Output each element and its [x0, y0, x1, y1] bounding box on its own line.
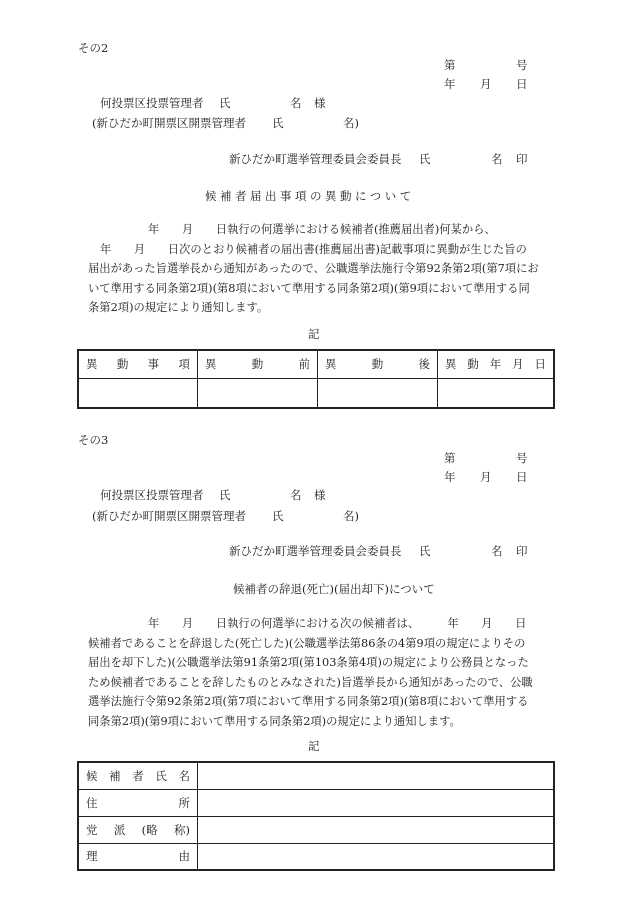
section2-addressee-shi: 氏: [219, 96, 231, 110]
cell-before-change[interactable]: [198, 378, 318, 408]
row-label-candidate-name: 候 補 者 氏 名: [78, 762, 198, 789]
section3-addressee-title: 何投票区投票管理者: [100, 488, 204, 502]
section3-date-day: 日: [516, 470, 528, 484]
section3-title: 候補者の辞退(死亡)(届出却下)について: [233, 582, 435, 596]
section3-label: その3: [78, 433, 109, 447]
table-row: [78, 789, 554, 816]
section3-doc-number-prefix: 第: [444, 451, 456, 465]
cell-candidate-name[interactable]: [198, 762, 555, 789]
section3-addressee-sama: 様: [314, 488, 326, 502]
row-label-party: 党 派 (略 称): [78, 816, 198, 843]
header-before-change: 異 動 前: [198, 350, 318, 378]
cell-party[interactable]: [198, 816, 555, 843]
cell-change-item[interactable]: [78, 378, 198, 408]
header-change-date: 異 動 年 月 日: [438, 350, 555, 378]
table-row: [78, 843, 554, 870]
table-header-row: [78, 350, 554, 378]
section2-sender-shi: 氏: [419, 152, 431, 166]
section2-body-line: 条第2項)の規定により通知します。: [88, 301, 269, 314]
section2-title: 候補者届出事項の異動について: [205, 189, 415, 203]
section2-addressee-sama: 様: [314, 96, 326, 110]
section3-body-line: 候補者であることを辞退した(死亡した)(公職選挙法第86条の4第9項の規定によりその: [88, 636, 526, 650]
section2-sender-seal: 印: [516, 152, 528, 166]
section2-change-table: [77, 349, 555, 409]
section3-sender-seal: 印: [516, 544, 528, 558]
section3-body-line: ため候補者であることを辞したものとみなされた)旨選挙長から通知があったので、公職: [88, 675, 533, 689]
section2-doc-number-suffix: 号: [516, 58, 528, 72]
section3-sender-shi: 氏: [419, 544, 431, 558]
cell-after-change[interactable]: [318, 378, 438, 408]
table-row: [78, 816, 554, 843]
header-change-item: 異 動 事 項: [78, 350, 198, 378]
cell-change-date[interactable]: [438, 378, 555, 408]
section2-addressee-sub-title: (新ひだか町開票区開票管理者: [92, 116, 246, 130]
section2-addressee-sub-shi: 氏: [272, 116, 284, 130]
section2-ki: 記: [308, 327, 320, 341]
section2-date-month: 月: [480, 77, 492, 91]
section2-addressee-sub-mei: 名): [343, 116, 359, 130]
section3-body-line: 年 月 日執行の何選挙における次の候補者は、 年 月 日: [148, 617, 527, 630]
header-after-change: 異 動 後: [318, 350, 438, 378]
section3-date-year: 年: [444, 470, 456, 484]
cell-address[interactable]: [198, 789, 555, 816]
section2-body-line: いて準用する同条第2項)(第8項において準用する同条第2項)(第9項において準用する同: [88, 281, 530, 295]
section2-addressee-title: 何投票区投票管理者: [100, 96, 204, 110]
section2-body-line: 年 月 日執行の何選挙における候補者(推薦届出者)何某から、: [148, 223, 496, 236]
section2-doc-number-prefix: 第: [444, 58, 456, 72]
section3-candidate-table: [77, 761, 555, 871]
section3-body: [88, 614, 550, 731]
section3-addressee-mei: 名: [290, 488, 302, 502]
section3-sender-mei: 名: [491, 544, 503, 558]
section3-addressee-sub-mei: 名): [343, 509, 359, 523]
section2-label: その2: [78, 41, 109, 55]
section3-addressee-sub-shi: 氏: [272, 509, 284, 523]
table-row: [78, 762, 554, 789]
cell-reason[interactable]: [198, 843, 555, 870]
section2-sender-title: 新ひだか町選挙管理委員会委員長: [229, 152, 402, 166]
section2-sender-mei: 名: [491, 152, 503, 166]
section2-body-line: 届出があった旨選挙長から通知があったので、公職選挙法施行令第92条第2項(第7項にお: [88, 262, 539, 275]
section2-date-year: 年: [444, 77, 456, 91]
row-label-reason: 理 由: [78, 843, 198, 870]
section3-sender-title: 新ひだか町選挙管理委員会委員長: [229, 544, 402, 558]
table-row: [78, 378, 554, 408]
section2-body: [88, 220, 550, 318]
section3-body-line: 同条第2項)(第9項において準用する同条第2項)の規定により通知します。: [88, 714, 461, 728]
section3-date-month: 月: [480, 470, 492, 484]
section3-body-line: 届出を却下した)(公職選挙法第91条第2項(第103条第4項)の規定により公務員となった: [88, 656, 529, 669]
section2-date-day: 日: [516, 77, 528, 91]
section2-body-line: 年 月 日次のとおり候補者の届出書(推薦届出書)記載事項に異動が生じた旨の: [100, 242, 527, 256]
section3-body-line: 選挙法施行令第92条第2項(第7項において準用する同条第2項)(第8項において準用する: [88, 695, 529, 708]
section3-addressee-shi: 氏: [219, 488, 231, 502]
section2-addressee-mei: 名: [290, 96, 302, 110]
section3-ki: 記: [308, 739, 320, 753]
section3-doc-number-suffix: 号: [516, 451, 528, 465]
section3-addressee-sub-title: (新ひだか町開票区開票管理者: [92, 509, 246, 523]
row-label-address: 住 所: [78, 789, 198, 816]
